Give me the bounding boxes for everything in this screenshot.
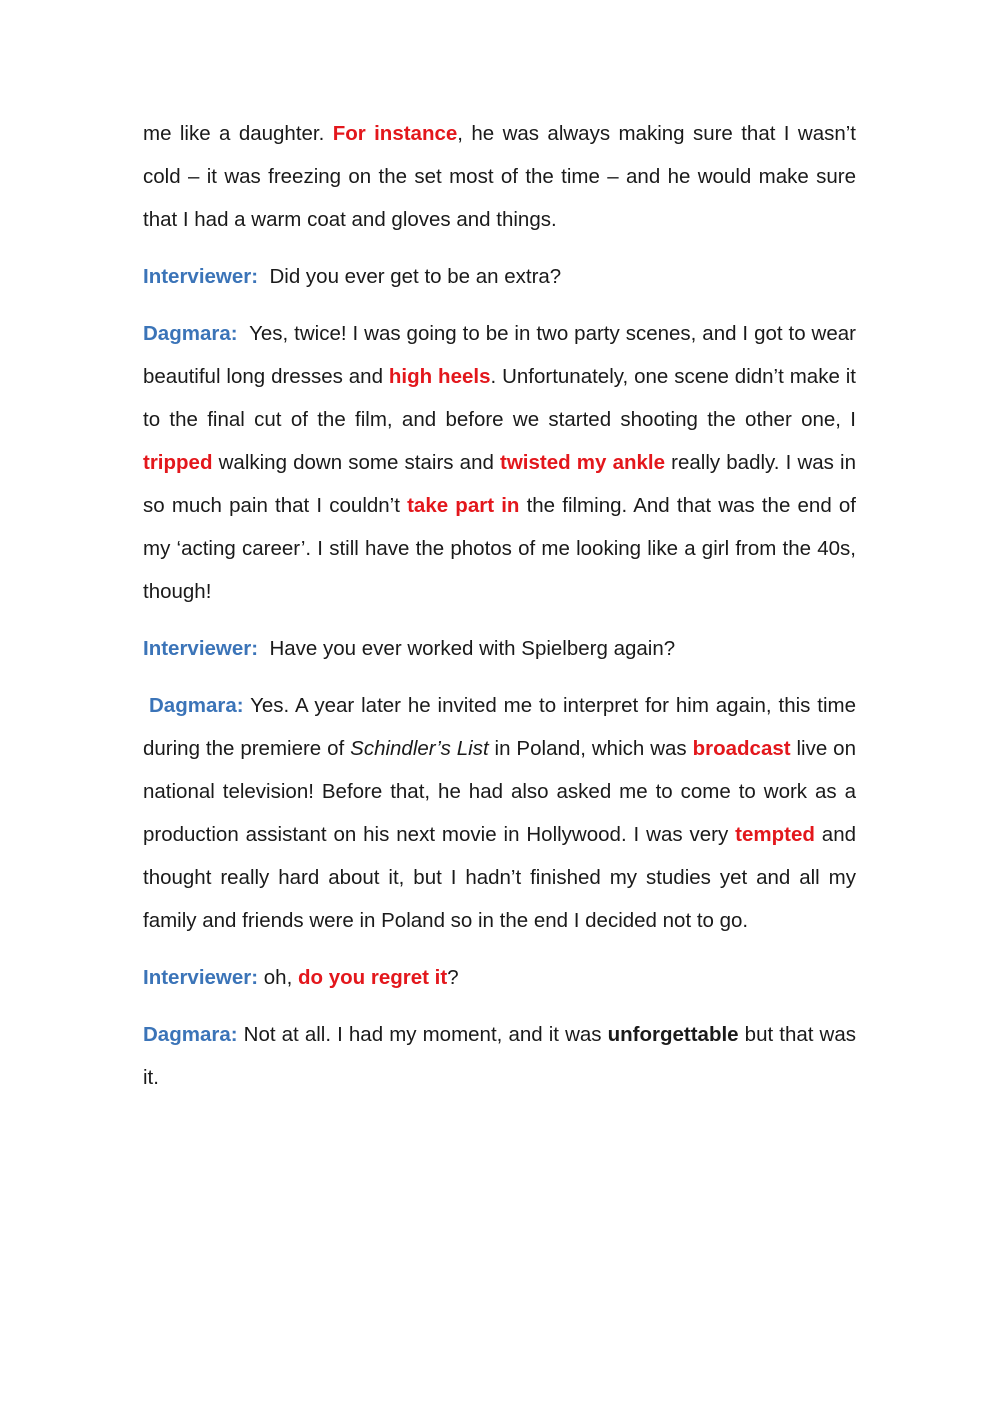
interviewer-question [143, 255, 856, 298]
film-title: Schindler’s List [350, 737, 489, 760]
paragraph-continuation [143, 112, 856, 241]
highlight-phrase: For instance [332, 122, 458, 145]
dagmara-answer [143, 1013, 856, 1099]
text: Did you ever get to be an extra? [258, 265, 562, 288]
speaker-label: Dagmara: [143, 1023, 238, 1046]
text: . Unfortunately, one scene didn’t make it to the final cut of the film, and before we started shooting the other one, I [143, 365, 856, 431]
text: , he was always making sure that I wasn’t cold – it was freezing on the set most of the time – and he would make sure that I had a warm coat and gloves and things. [143, 122, 857, 231]
interview-text [143, 112, 862, 1113]
highlight-phrase: broadcast [692, 737, 791, 760]
highlight-phrase: tripped [143, 451, 213, 474]
bold-word: unforgettable [607, 1023, 739, 1046]
interviewer-question [143, 627, 856, 670]
text: ? [447, 966, 459, 989]
highlight-phrase: take part in [407, 494, 520, 517]
speaker-label: Interviewer: [143, 966, 259, 989]
highlight-phrase: twisted my ankle [500, 451, 665, 474]
dagmara-answer [143, 312, 862, 613]
interviewer-question [143, 956, 856, 999]
text: Yes. A year later he invited me to interpret for him again, this time during the premiere of [143, 694, 856, 760]
text: walking down some stairs and [212, 451, 501, 474]
speaker-label: Dagmara: [149, 694, 244, 717]
text: really badly. I was in so much pain that I couldn’t [143, 451, 857, 517]
text: the filming. And that was the end of my ‘acting career’. I still have the photos of me looking like a girl from the 40s, though! [143, 494, 856, 603]
text: me like a daughter. [143, 122, 333, 145]
text: but that was it. [143, 1023, 856, 1089]
speaker-label: Interviewer: [143, 265, 259, 288]
text: Have you ever worked with Spielberg again? [258, 637, 676, 660]
speaker-label: Dagmara: [143, 322, 238, 345]
text: and thought really hard about it, but I hadn’t finished my studies yet and all my family and friends were in Poland so in the end I decided not to go. [143, 823, 857, 932]
text: Not at all. I had my moment, and it was [237, 1023, 608, 1046]
text: Yes, twice! I was going to be in two party scenes, and I got to wear beautiful long dresses and [143, 322, 862, 388]
highlight-phrase: high heels [388, 365, 491, 388]
speaker-label: Interviewer: [143, 637, 259, 660]
dagmara-answer [143, 684, 856, 942]
text: in Poland, which was [488, 737, 693, 760]
text: oh, [258, 966, 298, 989]
highlight-phrase: do you regret it [297, 966, 448, 989]
text: live on national television! Before that, he had also asked me to come to work as a production assistant on his next movie in Hollywood. I was very [143, 737, 856, 846]
highlight-phrase: tempted [735, 823, 815, 846]
